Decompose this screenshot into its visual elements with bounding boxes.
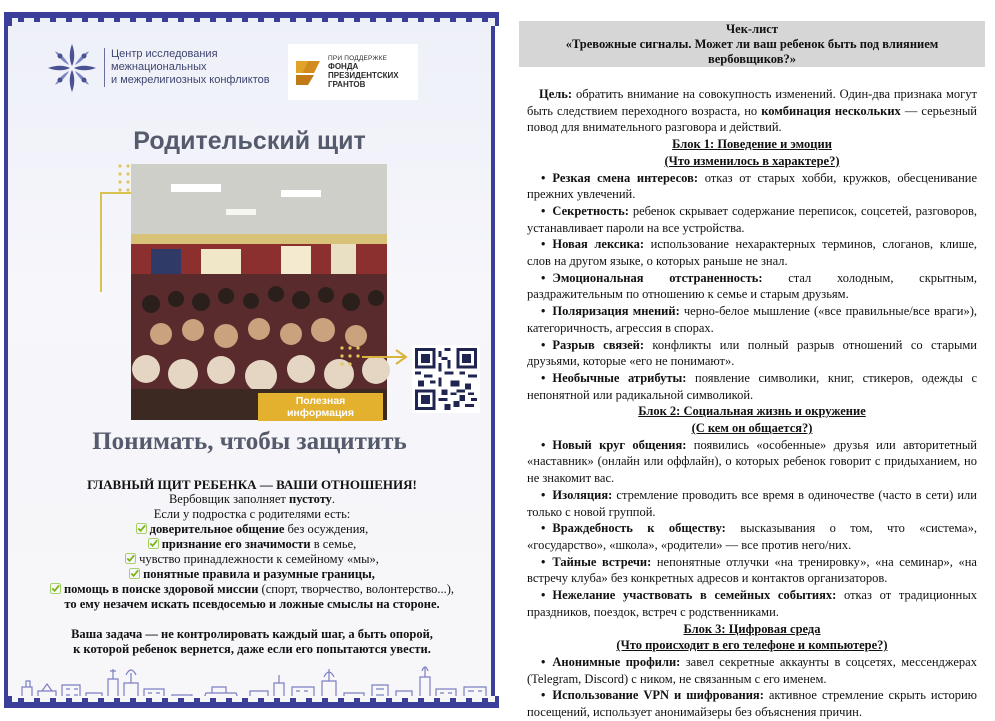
checklist-item bbox=[527, 687, 977, 720]
bullet: • bbox=[541, 588, 546, 603]
checklist-header-line: вербовщиков?» bbox=[707, 52, 796, 66]
check-item bbox=[18, 552, 486, 567]
item-text: отказ от традиционных праздников, поездок, встреч с родственниками. bbox=[527, 588, 977, 619]
check-rest: без осуждения, bbox=[284, 522, 369, 536]
org-logo-icon bbox=[46, 42, 98, 94]
bullet: • bbox=[541, 304, 546, 319]
block-title: Блок 1: Поведение и эмоции bbox=[672, 137, 832, 152]
item-text: высказывания о том, что «система», «государство», «школа», «родители» — все против него/них. bbox=[527, 521, 977, 552]
item-label: Новый круг общения: bbox=[552, 437, 687, 452]
check-bold: помощь в поиске здоровой миссии bbox=[63, 582, 259, 596]
item-text: появление символики, книг, стикеров, одежды с непонятной или радикальной символикой. bbox=[527, 370, 977, 402]
grant-name-line: ГРАНТОВ bbox=[328, 80, 366, 89]
goal-bold: комбинация нескольких bbox=[761, 103, 901, 118]
check-rest: в семье, bbox=[310, 537, 357, 551]
item-label: Нежелание участвовать в семейных событиях: bbox=[552, 588, 837, 603]
item-label: Новая лексика: bbox=[552, 237, 645, 252]
checklist-item bbox=[527, 203, 977, 236]
intro-end: . bbox=[331, 492, 336, 506]
item-text: конфликты или полный разрыв отношений со старыми друзьями, которые «его не понимают». bbox=[527, 337, 977, 369]
item-text: стал холодным, скрытным, раздражительным по отношению к семье и старым друзьям. bbox=[527, 270, 977, 302]
item-label: Эмоциональная отстраненность: bbox=[552, 270, 763, 285]
bullet: • bbox=[541, 654, 546, 669]
checklist-page bbox=[519, 0, 985, 720]
checklist-header-line: Чек-лист bbox=[726, 22, 778, 36]
item-label: Необычные атрибуты: bbox=[552, 370, 687, 385]
bullet: • bbox=[541, 203, 546, 218]
check-item bbox=[18, 567, 486, 582]
decorative-bracket bbox=[100, 192, 132, 292]
item-text: активное стремление скрыть историю посещений, использует анонимайзеры без объяснения причин. bbox=[527, 688, 977, 720]
org-name bbox=[104, 48, 284, 87]
checklist-item bbox=[527, 370, 977, 403]
checkmark-icon bbox=[136, 523, 147, 534]
intro-text: Вербовщик заполняет bbox=[168, 492, 290, 506]
item-label: Секретность: bbox=[552, 203, 629, 218]
checklist-item bbox=[527, 303, 977, 336]
goal-label: Цель: bbox=[539, 87, 573, 101]
item-label: Использование VPN и шифрования: bbox=[552, 688, 764, 703]
intro-line bbox=[18, 492, 486, 507]
item-label: Тайные встречи: bbox=[552, 554, 652, 569]
item-text: появились «особенные» друзья или авторитетный «наставник» (онлайн или оффлайн), о которых ребенок говорит с придыханием, но не знакомит вас. bbox=[527, 437, 977, 486]
checklist-item bbox=[527, 270, 977, 303]
block-title: Блок 3: Цифровая среда bbox=[683, 621, 821, 636]
checklist-item bbox=[527, 337, 977, 370]
checklist-item bbox=[527, 236, 977, 269]
ornament-border-bottom bbox=[8, 696, 491, 708]
badge-line: Полезная bbox=[295, 395, 346, 407]
item-label: Поляризация мнений: bbox=[552, 304, 680, 319]
checklist-header-line: «Тревожные сигналы. Может ли ваш ребенок быть под влиянием bbox=[565, 37, 939, 51]
grant-name-line: ФОНДА bbox=[328, 62, 359, 71]
check-item bbox=[18, 522, 486, 537]
checklist-body bbox=[527, 86, 977, 721]
item-label: Враждебность к обществу: bbox=[552, 521, 726, 536]
item-text: непонятные отлучки «на тренировку», «на семинар», «на встречу клуба» без конкретных адресов и контактов организаторов. bbox=[527, 554, 977, 586]
task-text bbox=[18, 627, 486, 657]
checkmark-icon bbox=[148, 538, 159, 549]
checklist-item bbox=[527, 170, 977, 203]
checklist-item bbox=[527, 587, 977, 620]
bullet: • bbox=[541, 370, 546, 385]
conclusion-line: то ему незачем искать псевдосемью и ложные смыслы на стороне. bbox=[64, 597, 440, 611]
item-text: завел секретные аккаунты в соцсетях, мессенджерах (Telegram, Discord) с ником, не связанным с его именем. bbox=[527, 654, 977, 686]
check-item bbox=[18, 537, 486, 552]
bullet: • bbox=[541, 237, 546, 252]
bullet: • bbox=[541, 688, 546, 703]
badge-line: информация bbox=[286, 407, 355, 419]
intro-bold: пустоту bbox=[289, 492, 332, 506]
headline: ГЛАВНЫЙ ЩИТ РЕБЕНКА — ВАШИ ОТНОШЕНИЯ! bbox=[87, 477, 417, 492]
bullet: • bbox=[541, 437, 546, 452]
grant-support-label: ПРИ ПОДДЕРЖКЕ bbox=[328, 55, 388, 62]
flyer-page bbox=[4, 12, 495, 708]
org-name-line: Центр исследования bbox=[111, 48, 218, 60]
ornament-border-top bbox=[8, 12, 491, 26]
block-subtitle: (Что происходит в его телефоне и компьютере?) bbox=[616, 638, 888, 653]
checkmark-icon bbox=[129, 568, 140, 579]
block-subtitle: (Что изменилось в характере?) bbox=[664, 153, 840, 168]
block-title: Блок 2: Социальная жизнь и окружение bbox=[638, 404, 866, 419]
flyer-title: Родительский щит bbox=[133, 127, 366, 155]
item-text: использование нехарактерных терминов, слоганов, клише, слов на другом языке, о которых раньше не знал. bbox=[527, 237, 977, 269]
item-text: стремление проводить все время в одиночестве (часто в сети) или только с новой группой. bbox=[527, 487, 977, 519]
useful-info-badge bbox=[258, 393, 383, 421]
check-bold: понятные правила и разумные границы, bbox=[143, 567, 375, 581]
checkmark-icon bbox=[50, 583, 61, 594]
checklist-item bbox=[527, 654, 977, 687]
bullet: • bbox=[541, 270, 546, 285]
checklist-item bbox=[527, 487, 977, 520]
goal-text: — серьезный повод для внимательного разговора и действий. bbox=[527, 103, 977, 135]
flyer-body bbox=[18, 477, 486, 657]
checklist-item bbox=[527, 554, 977, 587]
arrow-right-icon bbox=[360, 342, 412, 372]
bullet: • bbox=[541, 487, 546, 502]
check-rest: (спорт, творчество, волонтерство...), bbox=[258, 582, 455, 596]
grant-fund-logo bbox=[288, 44, 418, 100]
block-subtitle: (С кем он общается?) bbox=[691, 421, 813, 436]
slogan: Понимать, чтобы защитить bbox=[92, 428, 407, 455]
bullet: • bbox=[541, 554, 546, 569]
goal-paragraph bbox=[527, 86, 977, 136]
check-bold: доверительное общение bbox=[149, 522, 285, 536]
checkmark-icon bbox=[125, 553, 136, 564]
bullet: • bbox=[541, 170, 546, 185]
item-text: отказ от старых хобби, кружков, обесценивание прежних увлечений. bbox=[527, 170, 977, 202]
task-line: Ваша задача — не контролировать каждый шаг, а быть опорой, bbox=[71, 627, 433, 641]
checklist-item bbox=[527, 437, 977, 487]
checklist-item bbox=[527, 520, 977, 553]
goal-text: обратить внимание на совокупность изменений. Один-два признака могут быть следствием переходного возраста, но bbox=[527, 87, 977, 118]
bullet: • bbox=[541, 337, 546, 352]
auditorium-photo bbox=[131, 164, 387, 420]
check-item bbox=[18, 582, 486, 597]
org-name-line: и межрелигиозных конфликтов bbox=[111, 74, 270, 86]
item-label: Резкая смена интересов: bbox=[552, 170, 699, 185]
grant-name-line: ПРЕЗИДЕНТСКИХ bbox=[328, 71, 399, 80]
check-bold: признание его значимости bbox=[161, 537, 311, 551]
org-name-line: межнациональных bbox=[111, 61, 207, 73]
item-text: ребенок скрывает содержание переписок, соцсетей, разговоров, устанавливает пароли на все устройства. bbox=[527, 203, 977, 235]
item-text: черно-белое мышление («все правильные/все враги»), категоричность, агрессия в спорах. bbox=[527, 304, 977, 335]
item-label: Изоляция: bbox=[552, 487, 613, 502]
check-rest: чувство принадлежности к семейному «мы», bbox=[139, 552, 379, 566]
qr-code[interactable] bbox=[412, 345, 480, 413]
task-line: к которой ребенок вернется, даже если его попытаются увести. bbox=[73, 642, 431, 656]
checklist-header bbox=[519, 21, 985, 67]
grant-fund-icon bbox=[294, 57, 322, 87]
condition-line: Если у подростка с родителями есть: bbox=[153, 507, 351, 521]
bullet: • bbox=[541, 521, 546, 536]
item-label: Анонимные профили: bbox=[552, 654, 681, 669]
item-label: Разрыв связей: bbox=[552, 337, 645, 352]
